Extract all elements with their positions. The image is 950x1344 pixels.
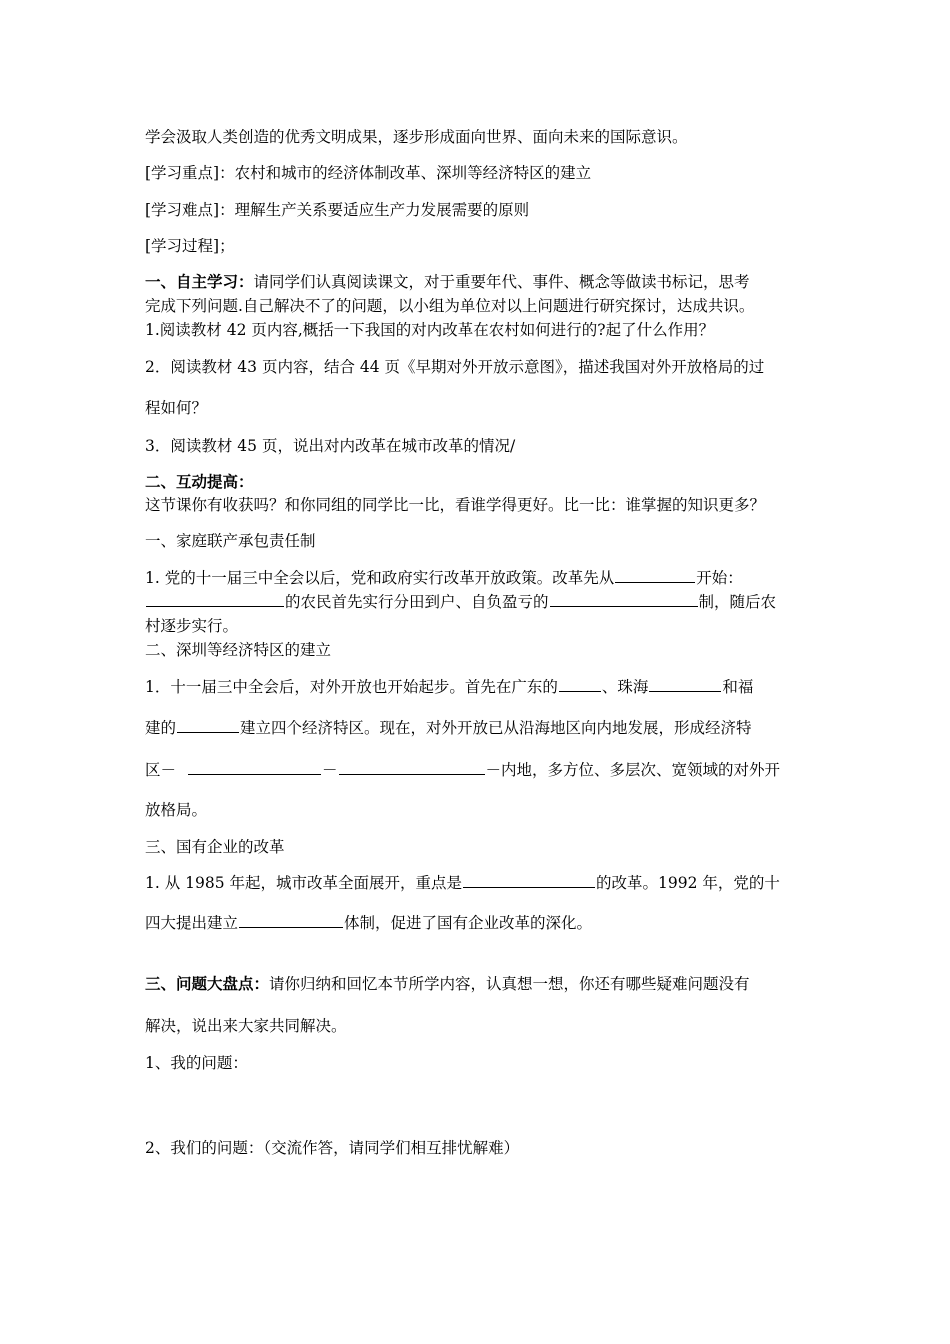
- item-2-text-f: 区－: [145, 761, 177, 779]
- item-2-line3: [145, 760, 780, 780]
- interactive-heading: 二、互动提高：: [145, 473, 254, 491]
- question-3: 3．阅读教材 45 页，说出对内改革在城市改革的情况/: [145, 437, 516, 455]
- item-1-text-d: 制，随后农: [698, 593, 777, 611]
- item-2-text-a: 1．十一届三中全会后，对外开放也开始起步。首先在广东的: [145, 678, 558, 696]
- item-3-line1: [145, 873, 780, 893]
- topic-3-title: 三、国有企业的改革: [145, 838, 285, 856]
- fill-blank[interactable]: [559, 677, 601, 692]
- item-1-text-c: 的农民首先实行分田到户、自负盈亏的: [285, 593, 549, 611]
- item-1-line3: 村逐步实行。: [145, 617, 239, 635]
- item-2-line1: [145, 677, 753, 697]
- key-point: [学习重点]：农村和城市的经济体制改革、深圳等经济特区的建立: [145, 164, 592, 182]
- item-2-line4: 放格局。: [145, 801, 208, 819]
- difficult-point: [学习难点]：理解生产关系要适应生产力发展需要的原则: [145, 201, 530, 219]
- item-1-line2: [145, 592, 776, 612]
- item-3-text-c: 四大提出建立: [145, 914, 239, 932]
- self-study-text1: 请同学们认真阅读课文，对于重要年代、事件、概念等做读书标记，思考: [253, 273, 750, 291]
- interactive-intro: 这节课你有收获吗？和你同组的同学比一比，看谁学得更好。比一比：谁掌握的知识更多？: [145, 496, 766, 514]
- fill-blank[interactable]: [339, 760, 485, 775]
- review-text1: 请你归纳和回忆本节所学内容，认真想一想，你还有哪些疑难问题没有: [269, 975, 750, 993]
- item-1-text-a: 1. 党的十一届三中全会以后，党和政府实行改革开放政策。改革先从: [145, 569, 615, 587]
- item-2-line2: [145, 718, 752, 738]
- topic-2-title: 二、深圳等经济特区的建立: [145, 641, 332, 659]
- review-line1: [145, 974, 750, 994]
- item-3-text-d: 体制，促进了国有企业改革的深化。: [344, 914, 593, 932]
- fill-blank[interactable]: [177, 718, 239, 733]
- question-1: 1.阅读教材 42 页内容,概括一下我国的对内改革在农村如何进行的?起了什么作用？: [145, 321, 715, 339]
- item-1-text-b: 开始：: [696, 569, 743, 587]
- learning-process: [学习过程]；: [145, 237, 235, 255]
- review-text2: 解决，说出来大家共同解决。: [145, 1017, 347, 1035]
- fill-blank[interactable]: [649, 677, 721, 692]
- fill-blank[interactable]: [615, 568, 695, 583]
- item-1-line1: [145, 568, 743, 588]
- self-study-heading: 一、自主学习：: [145, 273, 254, 291]
- item-2-text-g: －: [322, 761, 338, 779]
- item-2-text-b: 、珠海: [601, 678, 649, 696]
- fill-blank[interactable]: [239, 913, 343, 928]
- fill-blank[interactable]: [463, 873, 595, 888]
- question-2b: 程如何？: [145, 399, 208, 417]
- our-questions: 2、我们的问题：（交流作答，请同学们相互排忧解难）: [145, 1139, 520, 1157]
- item-3-line2: [145, 913, 592, 933]
- my-questions: 1、我的问题：: [145, 1054, 248, 1072]
- fill-blank[interactable]: [188, 760, 321, 775]
- question-2a: 2．阅读教材 43 页内容，结合 44 页《早期对外开放示意图》，描述我国对外开放格局的过: [145, 358, 765, 376]
- intro-line: 学会汲取人类创造的优秀文明成果，逐步形成面向世界、面向未来的国际意识。: [145, 128, 688, 146]
- item-2-text-h: －内地，多方位、多层次、宽领域的对外开: [485, 761, 781, 779]
- topic-1-title: 一、家庭联产承包责任制: [145, 532, 316, 550]
- self-study-text2: 完成下列问题.自己解决不了的问题，以小组为单位对以上问题进行研究探讨，达成共识。: [145, 297, 755, 315]
- fill-blank[interactable]: [550, 592, 698, 607]
- review-heading: 三、问题大盘点：: [145, 975, 270, 993]
- item-2-text-e: 建立四个经济特区。现在，对外开放已从沿海地区向内地发展，形成经济特: [240, 719, 752, 737]
- self-study-line1: [145, 272, 750, 292]
- item-2-text-c: 和福: [722, 678, 754, 696]
- item-3-text-a: 1. 从 1985 年起，城市改革全面展开，重点是: [145, 874, 463, 892]
- item-3-text-b: 的改革。1992 年，党的十: [596, 874, 780, 892]
- item-2-text-d: 建的: [145, 719, 177, 737]
- fill-blank[interactable]: [146, 592, 284, 607]
